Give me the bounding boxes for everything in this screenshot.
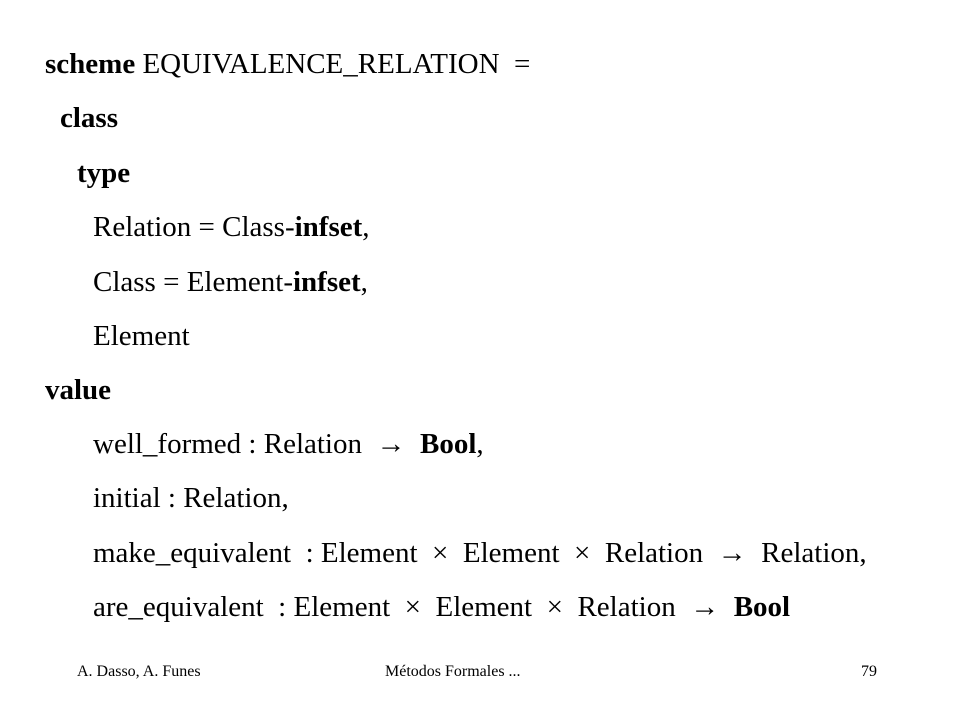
scheme-declaration-line bbox=[45, 46, 530, 82]
footer-title: Métodos Formales ... bbox=[385, 663, 521, 680]
relation-type-prefix: Relation = Class- bbox=[93, 211, 295, 243]
class-type-prefix: Class = Element- bbox=[93, 266, 293, 298]
footer-page-number: 79 bbox=[861, 663, 877, 680]
element-type-text: Element bbox=[93, 320, 190, 352]
bool-keyword: Bool bbox=[733, 591, 791, 623]
are-equivalent-prefix: are_equivalent : Element × Element × Relation → bbox=[93, 591, 734, 623]
well-formed-signature bbox=[93, 426, 484, 462]
class-type-suffix: , bbox=[360, 266, 368, 298]
type-line bbox=[77, 155, 130, 191]
class-type-definition bbox=[93, 264, 368, 300]
relation-type-suffix: , bbox=[362, 211, 370, 243]
footer-authors: A. Dasso, A. Funes bbox=[77, 663, 201, 680]
relation-type-definition bbox=[93, 209, 370, 245]
scheme-name: EQUIVALENCE_RELATION = bbox=[135, 48, 531, 80]
class-line bbox=[60, 100, 118, 136]
infset-keyword: infset bbox=[292, 266, 361, 298]
initial-signature bbox=[93, 480, 289, 516]
bool-keyword: Bool bbox=[420, 428, 477, 460]
element-type-definition bbox=[93, 318, 190, 354]
scheme-keyword: scheme bbox=[45, 48, 136, 80]
make-equivalent-text: make_equivalent : Element × Element × Relation → Relation, bbox=[93, 537, 867, 569]
value-line bbox=[45, 372, 111, 408]
initial-text: initial : Relation, bbox=[93, 482, 289, 514]
well-formed-suffix: , bbox=[476, 428, 484, 460]
make-equivalent-signature bbox=[93, 535, 867, 571]
value-keyword: value bbox=[45, 374, 112, 406]
well-formed-prefix: well_formed : Relation → bbox=[93, 428, 420, 460]
type-keyword: type bbox=[77, 157, 131, 189]
class-keyword: class bbox=[60, 102, 118, 134]
infset-keyword: infset bbox=[294, 211, 363, 243]
are-equivalent-signature bbox=[93, 589, 790, 625]
